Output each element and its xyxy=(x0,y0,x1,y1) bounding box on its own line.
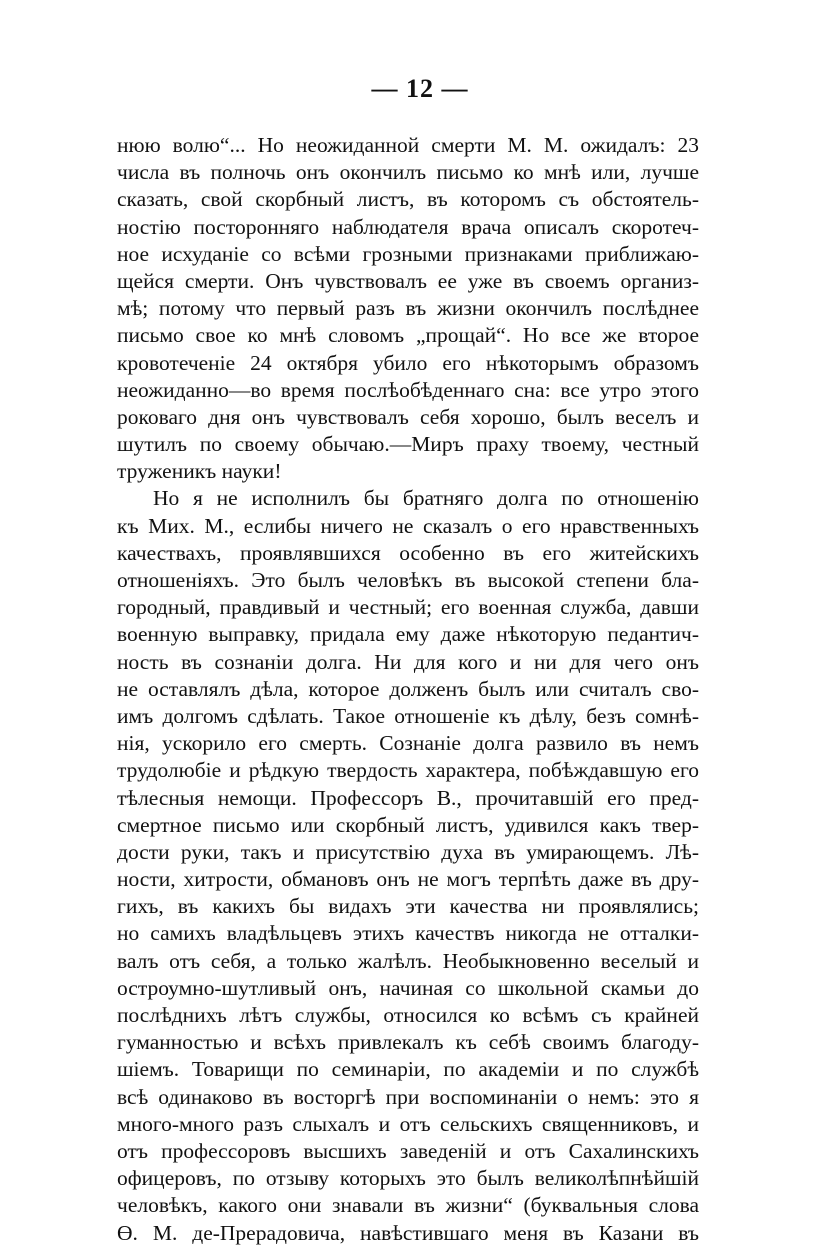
text-line: отношеніяхъ. Это былъ человѣкъ въ высокой степени бла- xyxy=(117,568,699,592)
text-line: всѣ одинаково въ восторгѣ при воспоминаніи о немъ: это я xyxy=(117,1084,699,1109)
text-line: гуманностью и всѣхъ привлекалъ къ себѣ своимъ благоду- xyxy=(117,1030,699,1055)
text-line: качествахъ, проявлявшихся особенно въ его житейскихъ xyxy=(117,540,699,565)
text-line: числа въ полночь онъ окончилъ письмо ко мнѣ или, лучше xyxy=(117,160,699,185)
text-line: офицеровъ, по отзыву которыхъ это былъ великолѣпнѣйшій xyxy=(117,1166,699,1191)
text-line: гихъ, въ какихъ бы видахъ эти качества ни проявлялись; xyxy=(117,894,699,919)
text-line: къ Мих. М., еслибы ничего не сказалъ о его нравственныхъ xyxy=(117,513,699,538)
text-line: не оставлялъ дѣла, которое долженъ былъ или считалъ сво- xyxy=(117,676,699,701)
text-line: валъ отъ себя, а только жалѣлъ. Необыкновенно веселый и xyxy=(117,948,699,973)
text-line: роковаго дня онъ чувствовалъ себя хорошо, былъ веселъ и xyxy=(117,404,699,429)
text-line: сказать, свой скорбный листъ, въ которомъ съ обстоятель- xyxy=(117,187,699,212)
text-line: дости руки, такъ и присутствію духа въ умирающемъ. Лѣ- xyxy=(117,839,699,864)
text-line: шіемъ. Товарищи по семинаріи, по академіи и по службѣ xyxy=(117,1057,699,1082)
text-line: кровотеченіе 24 октября убило его нѣкоторымъ образомъ xyxy=(117,350,699,375)
text-line: труженикъ науки! xyxy=(117,459,282,484)
text-line: военную выправку, придала ему даже нѣкоторую педантич- xyxy=(117,622,699,647)
text-line: трудолюбіе и рѣдкую твердость характера, побѣждавшую его xyxy=(117,758,699,783)
text-line: человѣкъ, какого они знавали въ жизни“ (буквальныя слова xyxy=(117,1193,699,1218)
text-line: имъ долгомъ сдѣлать. Такое отношеніе къ дѣлу, безъ сомнѣ- xyxy=(117,703,699,728)
text-line: неожиданно—во время послѣобѣденнаго сна: все утро этого xyxy=(117,377,699,402)
text-line: много-много разъ слыхалъ и отъ сельскихъ священниковъ, и xyxy=(117,1111,699,1136)
text-line: ности, хитрости, обмановъ онъ не могъ терпѣть даже въ дру- xyxy=(117,867,699,892)
text-line: письмо свое ко мнѣ словомъ „прощай“. Но все же второе xyxy=(117,323,699,348)
body-text xyxy=(117,132,699,1247)
text-line: отъ профессоровъ высшихъ заведеній и отъ Сахалинскихъ xyxy=(117,1138,699,1163)
text-line: мѣ; потому что первый разъ въ жизни окончилъ послѣднее xyxy=(117,296,699,321)
text-line: городный, правдивый и честный; его военная служба, давши xyxy=(117,595,699,620)
text-line: ное исхуданіе со всѣми грозными признаками приближаю- xyxy=(117,241,699,266)
text-line: нюю волю“... Но неожиданной смерти М. М. ожидалъ: 23 xyxy=(117,133,699,157)
text-line: смертное письмо или скорбный листъ, удивился какъ твер- xyxy=(117,812,699,837)
text-line: тѣлесныя немощи. Профессоръ В., прочитавшій его пред- xyxy=(117,785,699,810)
text-line: ностію посторонняго наблюдателя врача описалъ скоротеч- xyxy=(117,214,699,239)
text-line: Ө. М. де-Прерадовича, навѣстившаго меня въ Казани въ xyxy=(117,1220,699,1245)
page-number: — 12 — xyxy=(371,74,469,103)
text-line: остроумно-шутливый онъ, начиная со школьной скамьи до xyxy=(117,975,699,1000)
text-line: нія, ускорило его смерть. Сознаніе долга развило въ немъ xyxy=(117,731,699,756)
text-line: Но я не исполнилъ бы братняго долга по отношенію xyxy=(153,486,699,511)
text-line: ность въ сознаніи долга. Ни для кого и ни для чего онъ xyxy=(117,649,699,674)
text-line: но самихъ владѣльцевъ этихъ качествъ никогда не отталки- xyxy=(117,921,699,946)
text-line: послѣднихъ лѣтъ службы, относился ко всѣмъ съ крайней xyxy=(117,1003,699,1027)
text-line: шутилъ по своему обычаю.—Миръ праху твоему, честный xyxy=(117,432,699,457)
text-line: щейся смерти. Онъ чувствовалъ ее уже въ своемъ организ- xyxy=(117,268,699,293)
